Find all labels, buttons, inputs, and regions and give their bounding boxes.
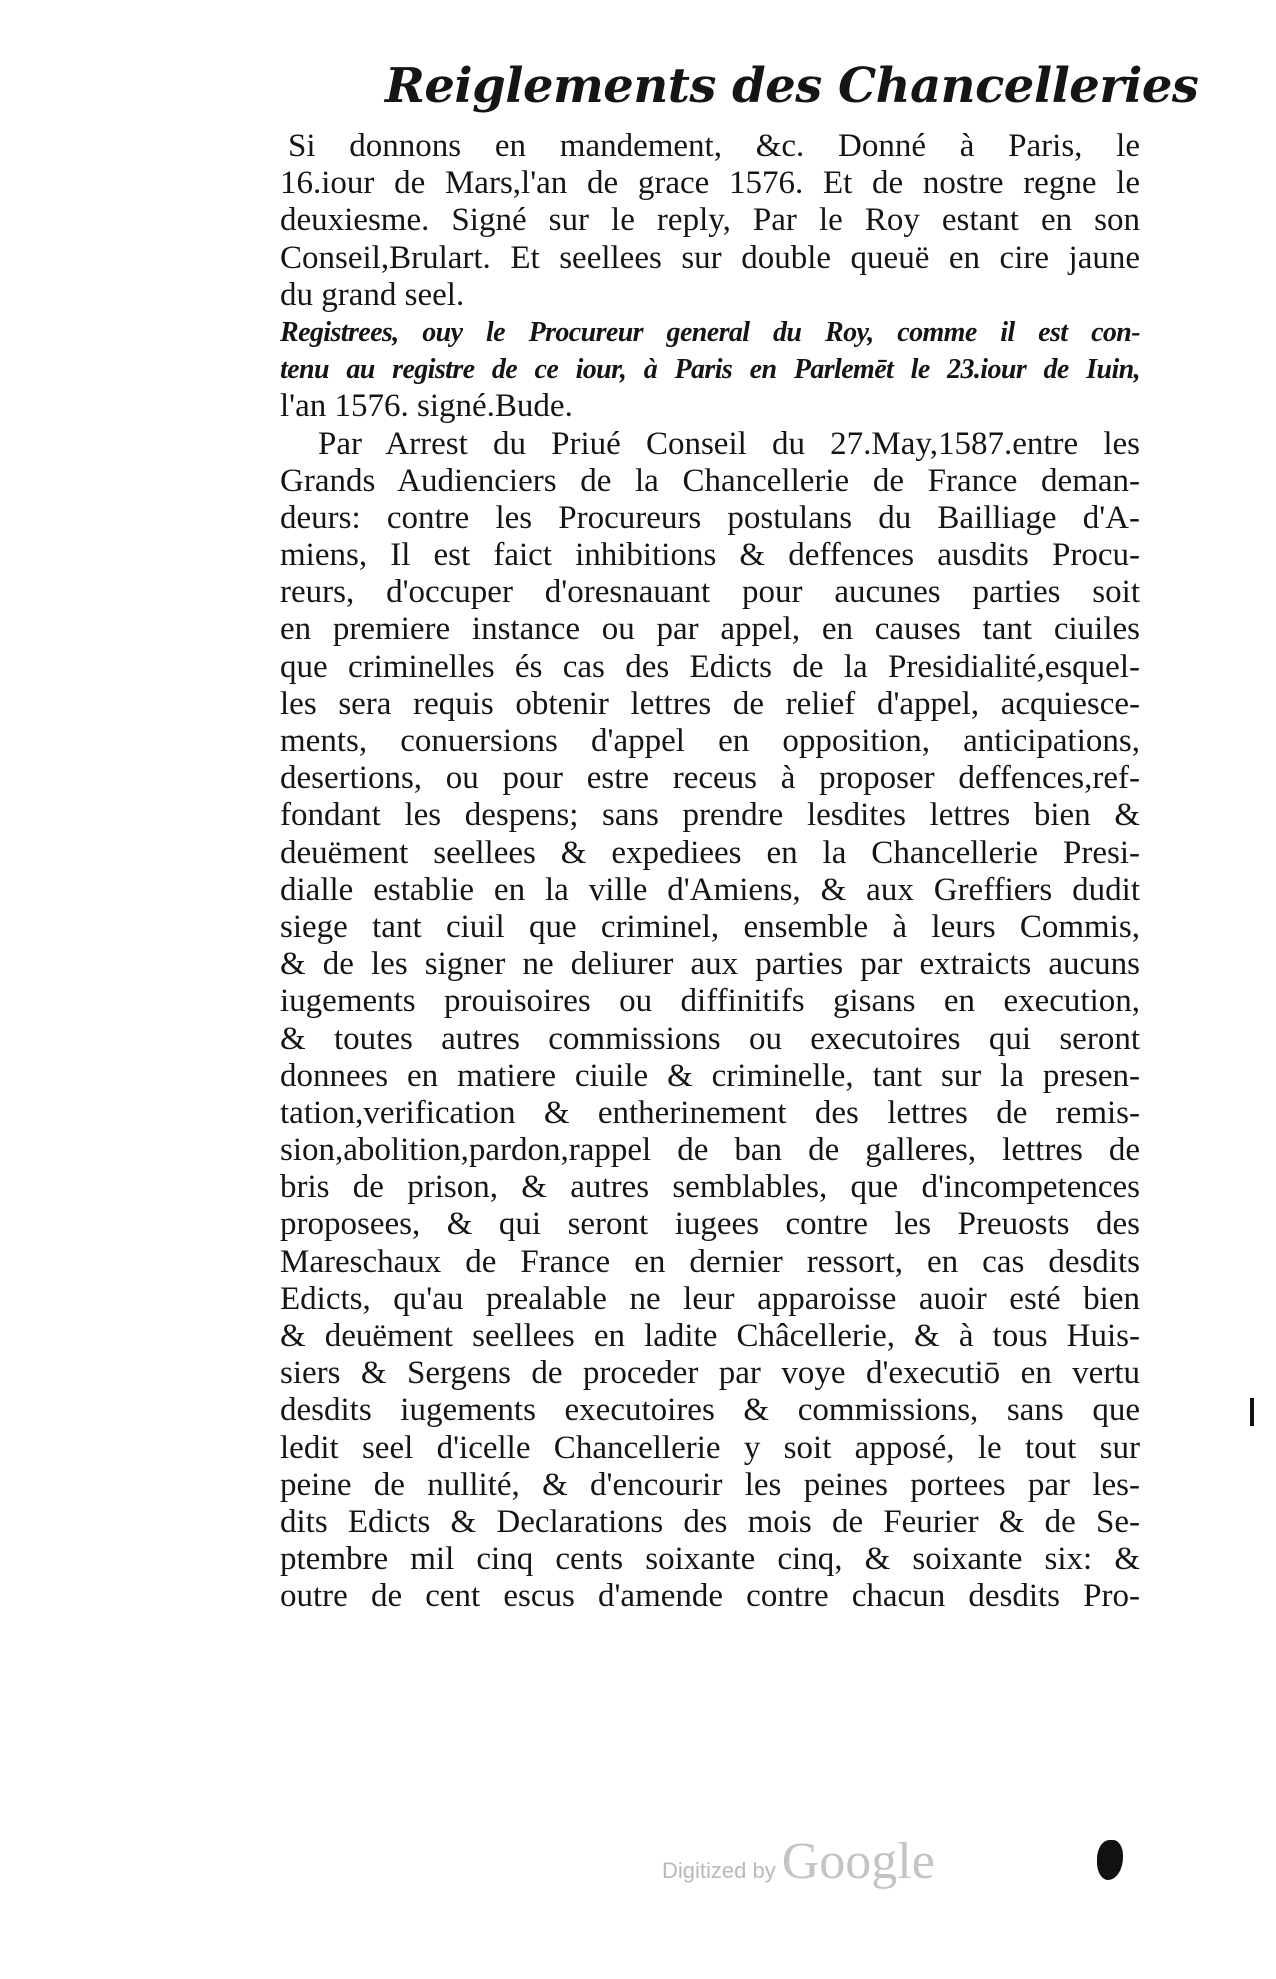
text-line: reurs, d'occuper d'oresnauant pour aucunes parties soit <box>280 574 1140 611</box>
text-line: ments, conuersions d'appel en opposition, anticipations, <box>280 723 1140 759</box>
text-line: peine de nullité, & d'encourir les peines portees par les- <box>280 1466 1140 1503</box>
text-line: fondant les despens; sans prendre lesdites lettres bien & <box>280 797 1140 834</box>
text-line: & toutes autres commissions ou executoires qui seront <box>280 1020 1140 1057</box>
digitized-by-label: Digitized by <box>662 1858 776 1883</box>
body-text <box>280 128 1140 1616</box>
text-line: dialle establie en la ville d'Amiens, & aux Greffiers dudit <box>280 871 1140 908</box>
text-line: Mareschaux de France en dernier ressort, en cas desdits <box>280 1243 1140 1280</box>
text-line: que criminelles és cas des Edicts de la Presidialité,esquel- <box>280 648 1140 685</box>
text-line: du grand seel. <box>280 276 465 313</box>
text-line: miens, Il est faict inhibitions & deffences ausdits Procu- <box>280 537 1140 574</box>
text-line: siege tant ciuil que criminel, ensemble à leurs Commis, <box>280 908 1140 945</box>
running-title: Reiglements des Chancelleries <box>385 58 1199 114</box>
text-line: desdits iugements executoires & commissions, sans que <box>280 1392 1140 1429</box>
text-line: outre de cent escus d'amende contre chacun desdits Pro- <box>280 1578 1140 1615</box>
text-line: iugements prouisoires ou diffinitifs gisans en execution, <box>280 983 1140 1020</box>
text-line: & deuëment seellees en ladite Châcellerie, & à tous Huis- <box>280 1318 1140 1354</box>
text-line: Grands Audienciers de la Chancellerie de France deman- <box>280 462 1140 499</box>
text-line: deurs: contre les Procureurs postulans du Bailliage d'A- <box>280 499 1140 536</box>
text-line: 16.iour de Mars,l'an de grace 1576. Et de nostre regne le <box>280 165 1140 202</box>
registration-line: tenu au registre de ce iour, à Paris en Parlemēt le 23.iour de Iuin, <box>280 354 1140 386</box>
text-line: sion,abolition,pardon,rappel de ban de galleres, lettres de <box>280 1132 1140 1169</box>
text-line: bris de prison, & autres semblables, que d'incompetences <box>280 1169 1140 1206</box>
text-line: & de les signer ne deliurer aux parties par extraicts aucuns <box>280 946 1140 983</box>
text-line: ptembre mil cinq cents soixante cinq, & soixante six: & <box>280 1541 1140 1578</box>
text-line: Edicts, qu'au prealable ne leur apparoisse auoir esté bien <box>280 1280 1140 1317</box>
text-line: en premiere instance ou par appel, en causes tant ciuiles <box>280 611 1140 648</box>
text-line: ledit seel d'icelle Chancellerie y soit apposé, le tout sur <box>280 1429 1140 1466</box>
text-line: proposees, & qui seront iugees contre les Preuosts des <box>280 1206 1140 1243</box>
margin-mark <box>1250 1398 1254 1426</box>
text-line: dits Edicts & Declarations des mois de Feurier & de Se- <box>280 1503 1140 1540</box>
text-line: deuxiesme. Signé sur le reply, Par le Roy estant en son <box>280 202 1140 239</box>
text-line: donnees en matiere ciuile & criminelle, tant sur la presen- <box>280 1057 1140 1094</box>
text-line: Par Arrest du Priué Conseil du 27.May,1587.entre les <box>318 425 1140 462</box>
text-line: Conseil,Brulart. Et seellees sur double queuë en cire jaune <box>280 239 1140 276</box>
text-line: deuëment seellees & expediees en la Chancellerie Presi- <box>280 834 1140 871</box>
text-line: siers & Sergens de proceder par voye d'executiō en vertu <box>280 1355 1140 1392</box>
digitization-watermark <box>662 1832 935 1891</box>
text-line: Si donnons en mandement, &c. Donné à Paris, le <box>288 128 1140 164</box>
text-line: tation,verification & entherinement des lettres de remis- <box>280 1094 1140 1131</box>
text-line: l'an 1576. signé.Bude. <box>280 388 573 425</box>
brand-logo: Google <box>781 1833 935 1890</box>
text-line: les sera requis obtenir lettres de relief d'appel, acquiesce- <box>280 685 1140 722</box>
ink-blot <box>1097 1840 1123 1880</box>
registration-line: Registrees, ouy le Procureur general du Roy, comme il est con- <box>280 316 1140 348</box>
text-line: desertions, ou pour estre receus à proposer deffences,ref- <box>280 760 1140 797</box>
